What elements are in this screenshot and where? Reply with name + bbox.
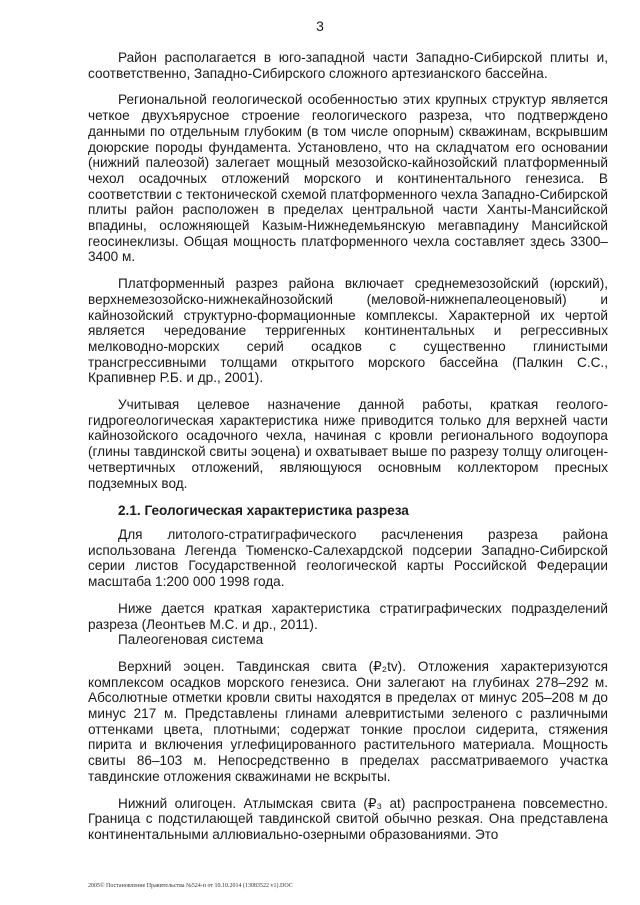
paragraph: Верхний эоцен. Тавдинская свита (₽₂tv). Отложения характеризуются комплексом осадков морского генезиса. Они залегают на глубинах 278–292 м. Абсолютные отметки кровли свиты находятся в пределах от минус 205–208 м до минус 217 м. Представлены глинами алевритистыми зеленого с различными оттенками цвета, плотными; содержат тонкие прослои сидерита, стяжения пирита и включения углефицированного растительного материала. Мощность свиты 86–103 м. Непосредственно в пределах рассматриваемого участка тавдинские отложения скважинами не вскрыты. bbox=[88, 658, 608, 784]
document-body bbox=[88, 50, 608, 843]
paragraph: Платформенный разрез района включает среднемезозойский (юрский), верхнемезозойско-нижнекайнозойский (меловой-нижнепалеоценовый) и кайнозойский структурно-формационные комплексы. Характерной их чертой является чередование терригенных континентальных и регрессивных мелководно-морских серий осадков с существенно глинистыми трансгрессивными толщами открытого морского бассейна (Палкин С.С., Крапивнер Р.Б. и др., 2001). bbox=[88, 276, 608, 386]
document-footer: 2005© Постановление Правительства №524-п от 10.10.2014 (13083522 v1).DOC bbox=[88, 883, 293, 889]
paragraph: Ниже дается краткая характеристика стратиграфических подразделений разреза (Леонтьев М.С. и др., 2011). bbox=[88, 600, 608, 632]
subsection-title: Палеогеновая система bbox=[118, 632, 264, 648]
paragraph: Региональной геологической особенностью этих крупных структур является четкое двухъярусное строение геологического разреза, что подтверждено данными по отдельным глубоким (в том числе опорным) скважинам, вскрывшим доюрские породы фундамента. Установлено, что на складчатом его основании (нижний палеозой) залегает мощный мезозойско-кайнозойский платформенный чехол осадочных отложений морского и континентального генезиса. В соответствии с тектонической схемой платформенного чехла Западно-Сибирской плиты район расположен в пределах центральной части Ханты-Мансийской впадины, осложняющей Казым-Нижнедемьянскую мегавпадину Мансийской геосинеклизы. Общая мощность платформенного чехла составляет здесь 3300–3400 м. bbox=[88, 92, 608, 265]
paragraph: Район располагается в юго-западной части Западно-Сибирской плиты и, соответственно, Западно-Сибирского сложного артезианского бассейна. bbox=[88, 50, 608, 81]
page-number: 3 bbox=[316, 18, 324, 34]
paragraph: Учитывая целевое назначение данной работы, краткая геолого-гидрогеологическая характеристика ниже приводится только для верхней части кайнозойского осадочного чехла, начиная с кровли регионального водоупора (глины тавдинской свиты эоцена) и охватывает выше по разрезу толщу олигоцен-четвертичных отложений, являющуюся основным коллектором пресных подземных вод. bbox=[88, 397, 608, 491]
paragraph: Для литолого-стратиграфического расчленения разреза района использована Легенда Тюменско-Салехардской подсерии Западно-Сибирской серии листов Государственной геологической карты Российской Федерации масштаба 1:200 000 1998 года. bbox=[88, 526, 608, 590]
section-heading: 2.1. Геологическая характеристика разреза bbox=[118, 503, 409, 519]
paragraph: Нижний олигоцен. Атлымская свита (₽₃ at) распространена повсеместно. Граница с подстилающей тавдинской свитой обычно резкая. Она представлена континентальными аллювиально-озерными образованиями. Это bbox=[88, 795, 608, 842]
